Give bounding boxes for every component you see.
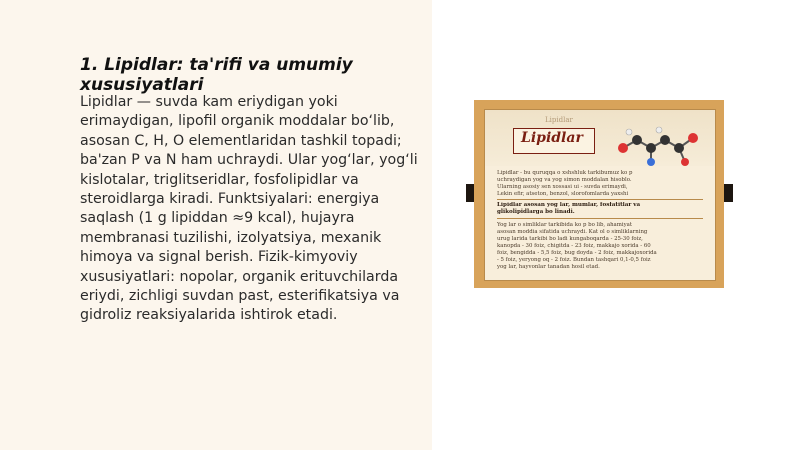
lipid-book-illustration (474, 100, 724, 288)
slide-title: 1. Lipidlar: ta'rifi va umumiy xususiyatlari (80, 55, 353, 95)
book-paragraph-3: Yog lar o simliklar tarkibida ko p bo lib, ahamiyat asosan moddia sifatida uchraydi. Kat ol o simliklarning urug larida tarkibi bo ladi kungaboqarda - 25-30 foiz, kanopda - 30 foiz, chigitda - 23 foiz, makkajo xorida - 60 foiz, bengidda - 5,5 foiz, bug doyda - 2 foiz, makkajoxorida - 5 foiz, yeryong oq - 2 foiz. Bundan tashqari 0,1-0,5 foiz yog lar, hayvonlar tanadan hosil etad. (497, 222, 657, 270)
book-paragraph-2: Lipidlar asosan yog lar, mumlar, fosfatitlar va glikolipidlarga bo linadi. (497, 202, 641, 215)
book-paragraph-1: Lipidlar - bu quruqqa o xshshluk tarkibumuz ko p uchraydigan yog va yog simon moddalan hisoblo. Ularning asosiy sen xossasi ui - suvda erimaydi, Lekin efir, atseton, benzol, slorofomlarda yaxshi (497, 170, 633, 197)
book-divider (497, 199, 703, 200)
molecule-icon (615, 120, 705, 170)
book-divider (497, 218, 703, 219)
slide-body-text: Lipidlar — suvda kam eriydigan yoki erimaydigan, lipofil organik moddalar bo‘lib, asosan C, H, O elementlaridan tashkil topadi; ba'zan P va N ham uchraydi. Ular yog‘lar, yog‘li kislotalar, triglitseridlar, fosfolipidlar va steroidlarga kiradi. Funktsiyalari: energiya saqlash (1 g lipiddan ≈9 kcal), hujayra membranasi tuzilishi, izolyatsiya, mexanik himoya va signal berish. Fizik-kimyoviy xususiyatlari: nopolar, organik erituvchilarda eriydi, zichligi suvdan past, esterifikatsiya va gidroliz reaksiyalarida ishtirok etadi. (80, 94, 418, 324)
book-kicker: Lipidlar (545, 116, 573, 124)
book-page (484, 109, 716, 281)
book-title: Lipidlar (521, 130, 583, 146)
